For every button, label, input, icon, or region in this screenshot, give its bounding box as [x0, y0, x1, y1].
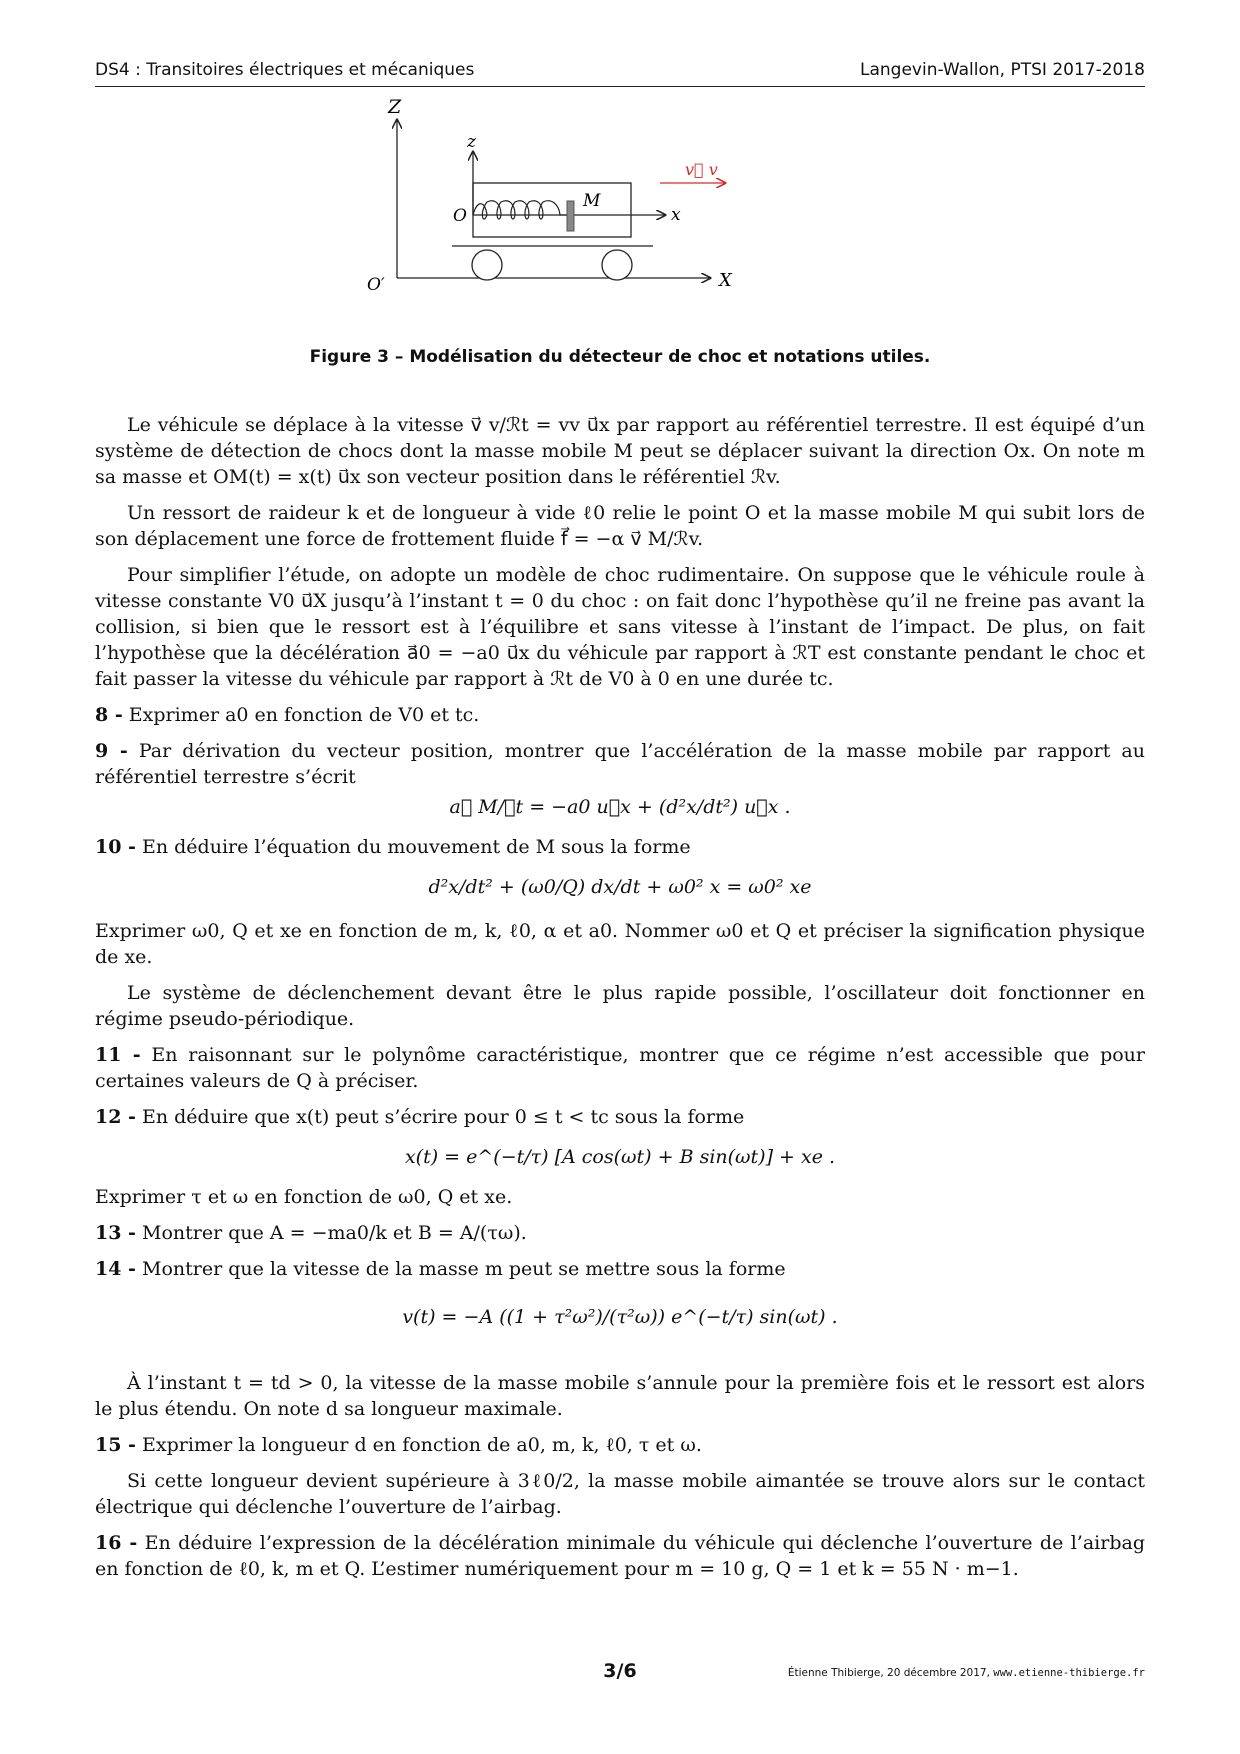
label-z: z	[467, 132, 476, 152]
spring	[473, 201, 567, 219]
equation-10: d²x/dt² + (ω0/Q) dx/dt + ω0² x = ω0² xe	[428, 876, 812, 898]
paragraph-7: À l’instant t = td > 0, la vitesse de la masse mobile s’annule pour la première fois et le ressort est alors le plus étendu. On note d sa longueur maximale.	[95, 1372, 1145, 1420]
paragraph-2: Un ressort de raideur k et de longueur à vide ℓ0 relie le point O et la masse mobile M qui subit lors de son déplacement une force de frottement fluide f⃗ = −α v⃗ M/ℛv.	[95, 502, 1145, 550]
paragraph-8: Si cette longueur devient supérieure à 3ℓ0/2, la masse mobile aimantée se trouve alors sur le contact électrique qui déclenche l’ouverture de l’airbag.	[95, 1470, 1145, 1518]
label-M: M	[583, 191, 601, 211]
label-O: O	[453, 206, 467, 226]
question-12: 12 - En déduire que x(t) peut s’écrire pour 0 ≤ t < tc sous la forme	[95, 1106, 745, 1128]
page-body	[95, 412, 1145, 1592]
paragraph-1: Le véhicule se déplace à la vitesse v⃗ v/ℛt = vv u⃗x par rapport au référentiel terrestre. Il est équipé d’un système de détection de chocs dont la masse mobile M peut se déplacer suivant la direction Ox. On note m sa masse et OM(t) = x(t) u⃗x son vecteur position dans le référentiel ℛv.	[95, 414, 1145, 488]
question-14: 14 - Montrer que la vitesse de la masse m peut se mettre sous la forme	[95, 1258, 786, 1280]
equation-12: x(t) = e^(−t/τ) [A cos(ωt) + B sin(ωt)] + xe .	[404, 1146, 836, 1168]
question-8: 8 - Exprimer a0 en fonction de V0 et tc.	[95, 704, 480, 726]
page-number: 3/6	[603, 1660, 637, 1682]
question-13: 13 - Montrer que A = −ma0/k et B = A/(τω).	[95, 1222, 527, 1244]
wheel-left	[472, 250, 502, 280]
footer-credit	[788, 1667, 1145, 1679]
label-x: x	[671, 205, 681, 225]
wheel-right	[602, 250, 632, 280]
header-title: DS4 : Transitoires électriques et mécaniques	[95, 60, 475, 80]
label-Oprime: O′	[367, 275, 385, 295]
question-11: 11 - En raisonnant sur le polynôme caractéristique, montrer que ce régime n’est accessible que pour certaines valeurs de Q à préciser.	[95, 1044, 1145, 1092]
question-10: 10 - En déduire l’équation du mouvement de M sous la forme	[95, 836, 691, 858]
equation-14: v(t) = −A ((1 + τ²ω²)/(τ²ω)) e^(−t/τ) sin(ωt) .	[402, 1306, 838, 1328]
question-15: 15 - Exprimer la longueur d en fonction de a0, m, k, ℓ0, τ et ω.	[95, 1434, 702, 1456]
question-9: 9 - Par dérivation du vecteur position, montrer que l’accélération de la masse mobile par rapport au référentiel terrestre s’écrit	[95, 740, 1145, 788]
header-course: Langevin-Wallon, PTSI 2017-2018	[860, 60, 1145, 80]
label-Z: Z	[388, 96, 402, 118]
label-X: X	[719, 270, 732, 291]
paragraph-3: Pour simplifier l’étude, on adopte un modèle de choc rudimentaire. On suppose que le véhicule roule à vitesse constante V0 u⃗X jusqu’à l’instant t = 0 du choc : on fait donc l’hypothèse qu’il ne freine pas avant la collision, si bien que le ressort est à l’équilibre et sans vitesse à l’instant de l’impact. De plus, on fait l’hypothèse que la décélération a⃗0 = −a0 u⃗x du véhicule par rapport à ℛT est constante pendant le choc et fait passer la vitesse du véhicule par rapport à ℛt de V0 à 0 en une durée tc.	[95, 564, 1145, 690]
shock-detector-figure	[367, 96, 855, 340]
footer-author: Étienne Thibierge, 20 décembre 2017,	[787, 1667, 990, 1679]
footer-url[interactable]: www.etienne-thibierge.fr	[993, 1667, 1145, 1679]
paragraph-5: Le système de déclenchement devant être le plus rapide possible, l’oscillateur doit fonctionner en régime pseudo-périodique.	[95, 982, 1145, 1030]
paragraph-6: Exprimer τ et ω en fonction de ω0, Q et xe.	[95, 1186, 513, 1208]
label-vv: v⃗ v	[685, 160, 718, 179]
equation-9: a⃗ M/ℛt = −a0 u⃗x + (d²x/dt²) u⃗x .	[449, 796, 791, 818]
question-16: 16 - En déduire l’expression de la décélération minimale du véhicule qui déclenche l’ouverture de l’airbag en fonction de ℓ0, k, m et Q. L’estimer numériquement pour m = 10 g, Q = 1 et k = 55 N · m−1.	[95, 1532, 1145, 1580]
paragraph-4: Exprimer ω0, Q et xe en fonction de m, k, ℓ0, α et a0. Nommer ω0 et Q et préciser la signification physique de xe.	[95, 920, 1145, 968]
figure-caption: Figure 3 – Modélisation du détecteur de choc et notations utiles.	[309, 347, 931, 367]
page-header	[95, 58, 1145, 87]
mobile-mass	[567, 201, 574, 231]
